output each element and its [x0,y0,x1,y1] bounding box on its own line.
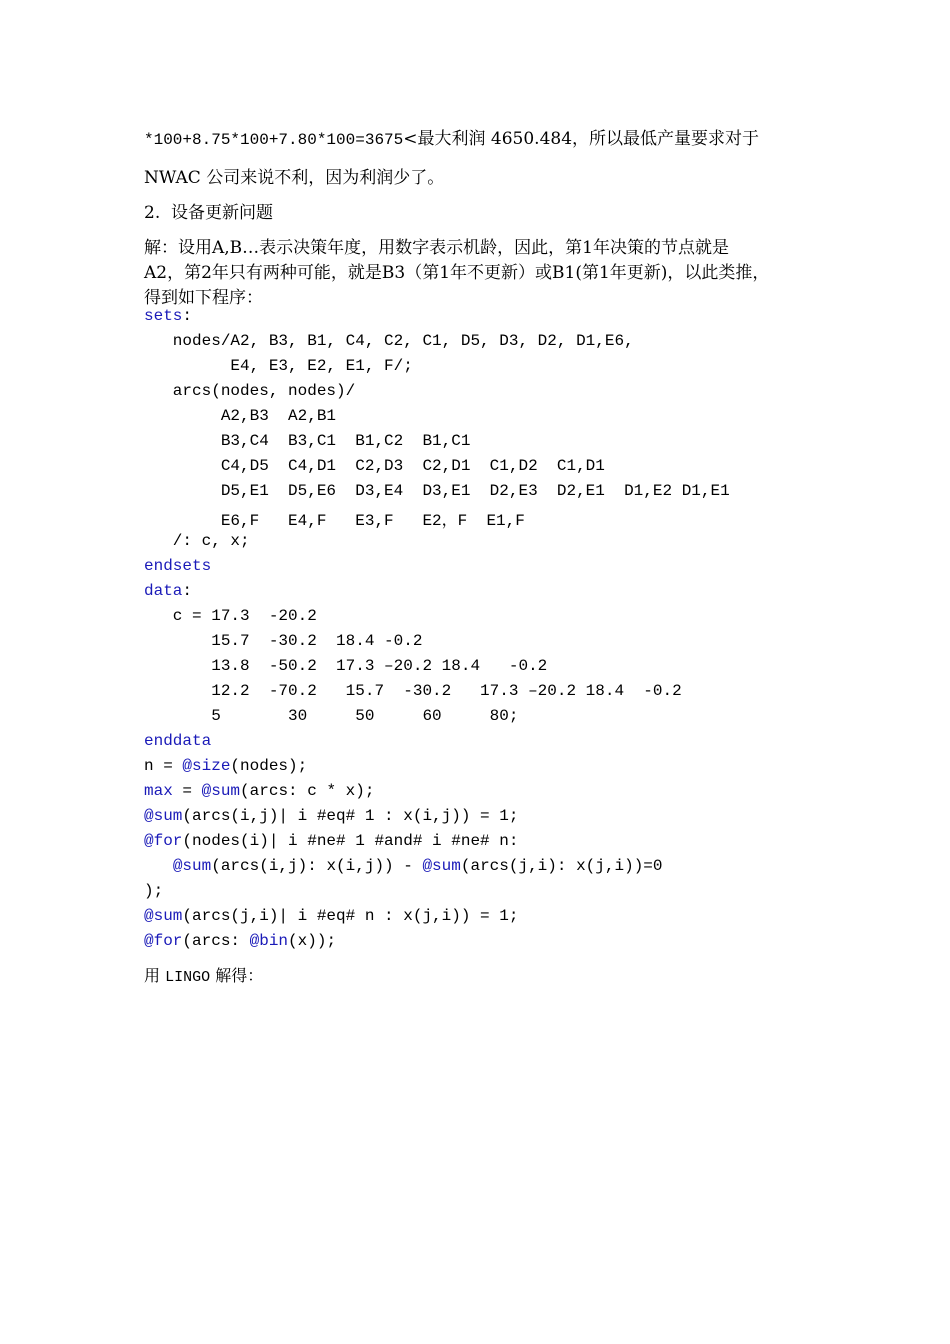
section-heading: 2. 设备更新问题 [144,203,274,223]
code-keyword: enddata [144,732,212,750]
code-text: (x)); [288,932,337,950]
code-text: n = [144,757,183,775]
code-line: 5 30 50 60 80; [144,707,519,725]
code-line: ); [144,882,164,900]
code-line [144,757,307,775]
code-line: c = 17.3 -20.2 [144,607,317,625]
paragraph-line-1 [144,124,759,149]
code-keyword: @sum [422,857,461,875]
code-line [144,807,518,825]
code-keyword: @size [182,757,231,775]
code-text: : [182,582,193,600]
code-text: (arcs(j,i)| i #eq# n : x(j,i)) = 1; [182,907,519,925]
code-line [144,582,192,600]
closing-line [144,963,263,986]
solution-line-2: A2，第2年只有两种可能，就是B3（第1年不更新）或B1(第1年更新)，以此类推， [144,263,770,283]
code-keyword: @for [144,932,183,950]
code-line: A2,B3 A2,B1 [144,407,337,425]
closing-text: 解得： [210,966,264,985]
code-keyword: @sum [201,782,241,800]
code-keyword: sets [144,307,183,325]
code-text: (arcs(j,i): x(j,i))=0 [460,857,663,875]
code-line: E4, E3, E2, E1, F/; [144,357,413,375]
paragraph-line-2: NWAC 公司来说不利，因为利润少了。 [144,168,445,188]
code-text: : [182,307,193,325]
code-line: C4,D5 C4,D1 C2,D3 C2,D1 C1,D2 C1,D1 [144,457,605,475]
code-line: B3,C4 B3,C1 B1,C2 B1,C1 [144,432,471,450]
code-keyword: @sum [172,857,212,875]
solution-line-1: 解：设用A,B…表示决策年度，用数字表示机龄，因此，第1年决策的节点就是 [144,238,729,258]
code-text [144,857,173,875]
code-keyword: @sum [144,807,183,825]
code-keyword: max [144,782,173,800]
code-line: nodes/A2, B3, B1, C4, C2, C1, D5, D3, D2, D1,E6, [144,332,634,350]
paragraph-text: <最大利润 4650.484，所以最低产量要求对于 [403,129,760,149]
code-text: = [172,782,202,800]
code-line: 15.7 -30.2 18.4 -0.2 [144,632,423,650]
solution-line-3: 得到如下程序： [144,288,263,308]
code-line [144,307,192,325]
code-text: (arcs: [182,932,250,950]
code-keyword: data [144,582,183,600]
code-keyword: @sum [144,907,183,925]
code-text: (nodes); [230,757,308,775]
code-line [144,832,518,850]
code-line [144,907,518,925]
code-line [144,732,211,750]
code-text: (arcs(i,j)| i #eq# 1 : x(i,j)) = 1; [182,807,519,825]
code-line [144,557,211,575]
code-keyword: endsets [144,557,212,575]
code-line: E6,F E4,F E3,F E2，F E1,F [144,512,525,530]
code-line [144,932,336,950]
code-keyword: @bin [249,932,289,950]
code-line: 12.2 -70.2 15.7 -30.2 17.3 –20.2 18.4 -0.2 [144,682,682,700]
code-line [144,857,663,875]
code-keyword: @for [144,832,183,850]
closing-text: 用 [144,966,166,985]
closing-software-name: LINGO [165,969,211,986]
code-line: /: c, x; [144,532,250,550]
code-text: (nodes(i)| i #ne# 1 #and# i #ne# n: [182,832,519,850]
code-line [144,782,374,800]
code-line: D5,E1 D5,E6 D3,E4 D3,E1 D2,E3 D2,E1 D1,E2 D1,E1 [144,482,730,500]
code-text: (arcs(i,j): x(i,j)) - [211,857,423,875]
code-line: 13.8 -50.2 17.3 –20.2 18.4 -0.2 [144,657,548,675]
formula-text: *100+8.75*100+7.80*100=3675 [144,131,404,149]
code-text: (arcs: c * x); [240,782,375,800]
code-line: arcs(nodes, nodes)/ [144,382,356,400]
